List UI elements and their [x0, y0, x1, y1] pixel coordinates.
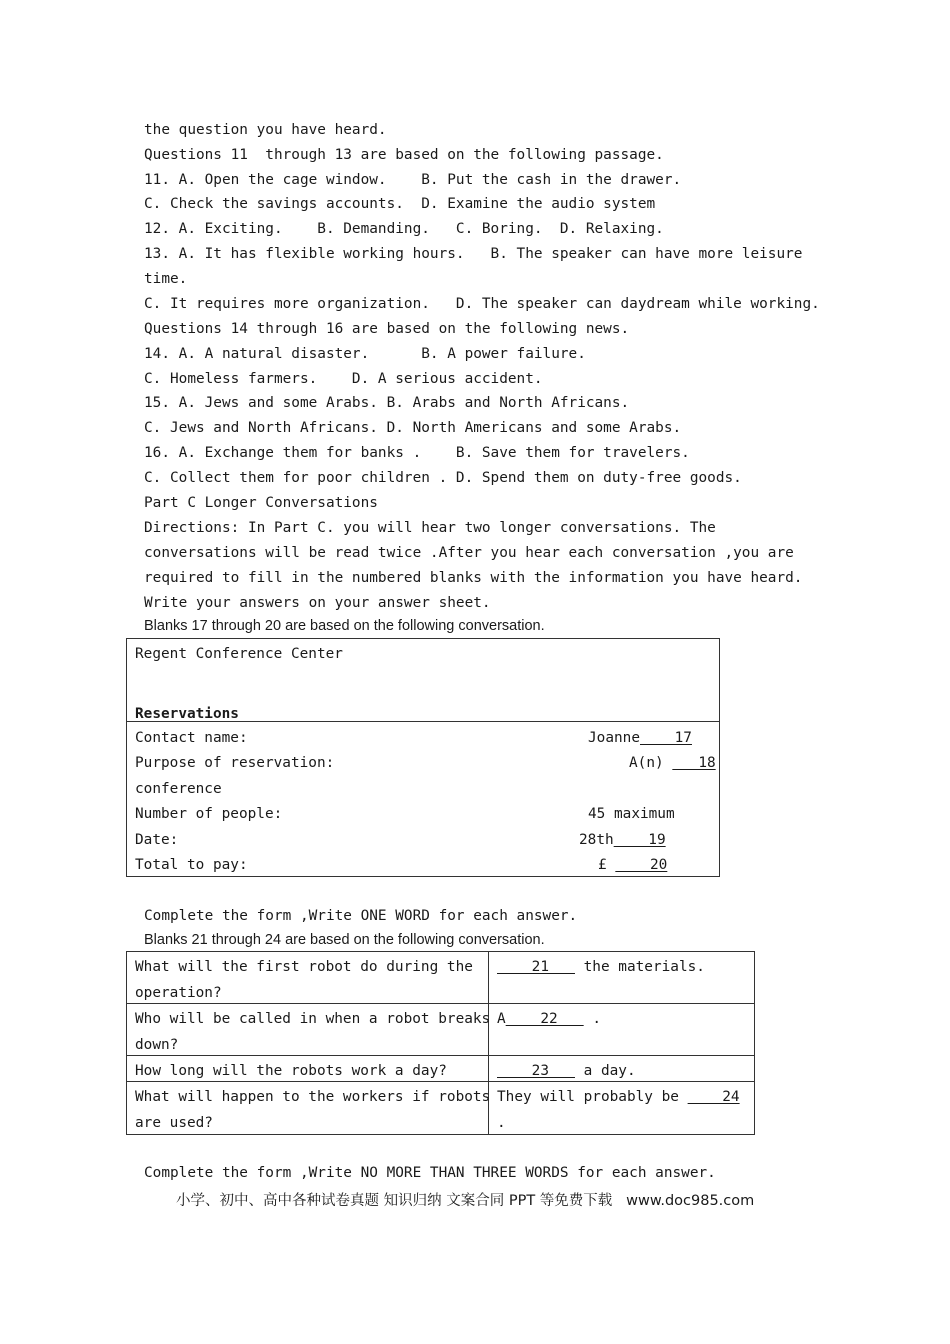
- text-line: C. Check the savings accounts. D. Examine the audio system: [144, 196, 656, 212]
- field-label: Contact name:: [135, 730, 248, 746]
- question-cell: operation?: [135, 985, 222, 1001]
- question-cell: What will the first robot do during the: [135, 959, 473, 975]
- robot-question-table: [126, 951, 755, 1135]
- question-cell: are used?: [135, 1115, 213, 1131]
- text-line: 11. A. Open the cage window. B. Put the cash in the drawer.: [144, 172, 682, 188]
- text-line: 13. A. It has flexible working hours. B. The speaker can have more leisure: [144, 246, 803, 262]
- field-value: Joanne 17: [588, 730, 692, 746]
- text-line: C. It requires more organization. D. The speaker can daydream while working.: [144, 296, 820, 312]
- field-value: £ 20: [598, 857, 668, 873]
- field-label: Date:: [135, 832, 179, 848]
- answer-cell: They will probably be 24: [497, 1089, 740, 1105]
- table-caption: Blanks 21 through 24 are based on the following conversation.: [144, 932, 545, 948]
- page-footer: 小学、初中、高中各种试卷真题 知识归纳 文案合同 PPT 等免费下载 www.doc985.com: [176, 1193, 755, 1209]
- question-cell: What will happen to the workers if robots: [135, 1089, 491, 1105]
- text-line: time.: [144, 271, 188, 287]
- field-label: conference: [135, 781, 222, 797]
- form-instruction: Complete the form ,Write ONE WORD for each answer.: [144, 908, 578, 924]
- text-line: the question you have heard.: [144, 122, 387, 138]
- form-title: Regent Conference Center: [135, 646, 343, 662]
- field-value: 45 maximum: [588, 806, 675, 822]
- field-value: 28th 19: [579, 832, 666, 848]
- answer-cell: 21 the materials.: [497, 959, 705, 975]
- form-subtitle: Reservations: [135, 706, 239, 722]
- answer-blank: 19: [613, 832, 666, 848]
- answer-blank: 22: [505, 1011, 584, 1027]
- question-cell: down?: [135, 1037, 179, 1053]
- field-value: A(n) 18: [629, 755, 716, 771]
- row-divider: [127, 1003, 754, 1004]
- answer-blank: 24: [687, 1089, 740, 1105]
- text-line: Questions 14 through 16 are based on the following news.: [144, 321, 630, 337]
- text-line: 16. A. Exchange them for banks . B. Save them for travelers.: [144, 445, 690, 461]
- text-line: Questions 11 through 13 are based on the following passage.: [144, 147, 664, 163]
- text-line: required to fill in the numbered blanks with the information you have heard.: [144, 570, 803, 586]
- field-label: Total to pay:: [135, 857, 248, 873]
- section-heading: Part C Longer Conversations: [144, 495, 378, 511]
- answer-blank: 23: [497, 1063, 575, 1079]
- field-label: Number of people:: [135, 806, 283, 822]
- text-line: 14. A. A natural disaster. B. A power failure.: [144, 346, 586, 362]
- form-instruction: Complete the form ,Write NO MORE THAN THREE WORDS for each answer.: [144, 1165, 716, 1181]
- text-line: 12. A. Exciting. B. Demanding. C. Boring. D. Relaxing.: [144, 221, 664, 237]
- answer-blank: 21: [497, 959, 575, 975]
- text-line: C. Homeless farmers. D. A serious accident.: [144, 371, 543, 387]
- answer-cell: 23 a day.: [497, 1063, 636, 1079]
- question-cell: Who will be called in when a robot breaks: [135, 1011, 491, 1027]
- table-caption: Blanks 17 through 20 are based on the following conversation.: [144, 618, 545, 634]
- field-label: Purpose of reservation:: [135, 755, 335, 771]
- row-divider: [127, 1081, 754, 1082]
- text-line: Directions: In Part C. you will hear two longer conversations. The: [144, 520, 716, 536]
- question-cell: How long will the robots work a day?: [135, 1063, 447, 1079]
- text-line: C. Collect them for poor children . D. Spend them on duty-free goods.: [144, 470, 742, 486]
- text-line: conversations will be read twice .After you hear each conversation ,you are: [144, 545, 794, 561]
- text-line: Write your answers on your answer sheet.: [144, 595, 491, 611]
- answer-cell: A 22 .: [497, 1011, 601, 1027]
- column-divider: [488, 952, 489, 1134]
- answer-blank: 18: [672, 755, 716, 771]
- answer-blank: 17: [639, 730, 692, 746]
- text-line: C. Jews and North Africans. D. North Americans and some Arabs.: [144, 420, 682, 436]
- row-divider: [127, 1055, 754, 1056]
- text-line: 15. A. Jews and some Arabs. B. Arabs and North Africans.: [144, 395, 630, 411]
- answer-cell: .: [497, 1115, 506, 1131]
- answer-blank: 20: [615, 857, 668, 873]
